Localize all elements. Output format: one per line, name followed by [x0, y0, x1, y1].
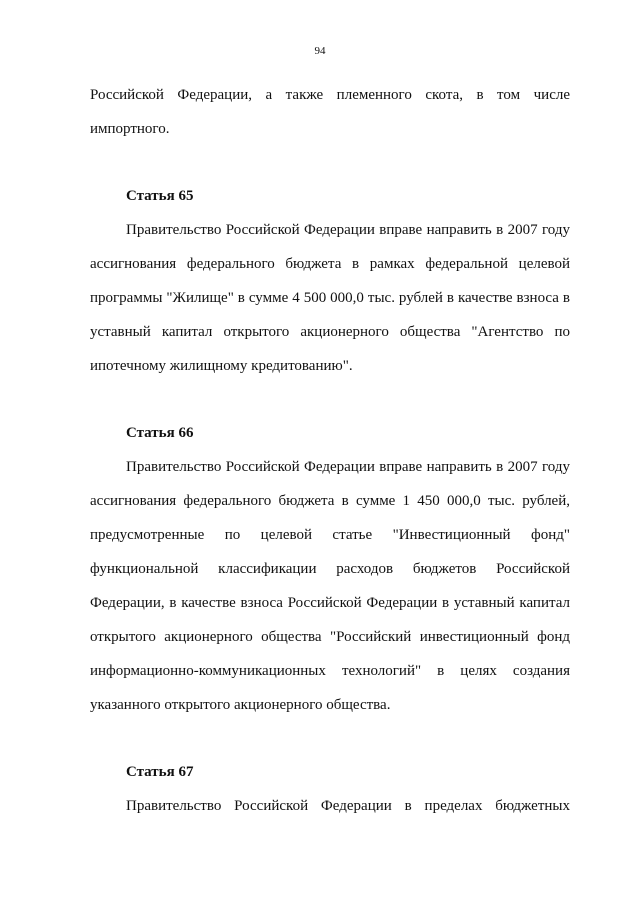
- continuation-line-1: Российской Федерации, а также племенного скота, в том числе: [90, 87, 570, 103]
- article-66-line-6: открытого акционерного общества "Российский инвестиционный фонд: [90, 629, 570, 645]
- article-66-line-2: ассигнования федерального бюджета в сумме 1 450 000,0 тыс. рублей,: [90, 493, 570, 509]
- article-66-line-7: информационно-коммуникационных технологий" в целях создания: [90, 663, 570, 679]
- article-65-line-3: программы "Жилище" в сумме 4 500 000,0 тыс. рублей в качестве взноса в: [90, 290, 570, 306]
- page-number: 94: [314, 45, 326, 57]
- article-65-line-2: ассигнования федерального бюджета в рамках федеральной целевой: [90, 256, 570, 272]
- article-66-line-1: Правительство Российской Федерации вправе направить в 2007 году: [126, 459, 570, 475]
- article-67-heading: Статья 67: [126, 764, 194, 780]
- article-65-line-5: ипотечному жилищному кредитованию".: [90, 358, 353, 374]
- document-body: [90, 86, 570, 831]
- article-66-line-5: Федерации, в качестве взноса Российской Федерации в уставный капитал: [90, 595, 570, 611]
- continuation-line-2: импортного.: [90, 121, 170, 137]
- article-66-line-4: функциональной классификации расходов бюджетов Российской: [90, 561, 570, 577]
- article-66-heading: Статья 66: [126, 425, 194, 441]
- article-65-line-4: уставный капитал открытого акционерного общества "Агентство по: [90, 324, 570, 340]
- article-66-line-8: указанного открытого акционерного общества.: [90, 697, 391, 713]
- article-67-line-1: Правительство Российской Федерации в пределах бюджетных: [126, 798, 570, 814]
- article-65-line-1: Правительство Российской Федерации вправе направить в 2007 году: [126, 222, 570, 238]
- article-66-line-3: предусмотренные по целевой статье "Инвестиционный фонд": [90, 527, 570, 543]
- article-65-heading: Статья 65: [126, 188, 194, 204]
